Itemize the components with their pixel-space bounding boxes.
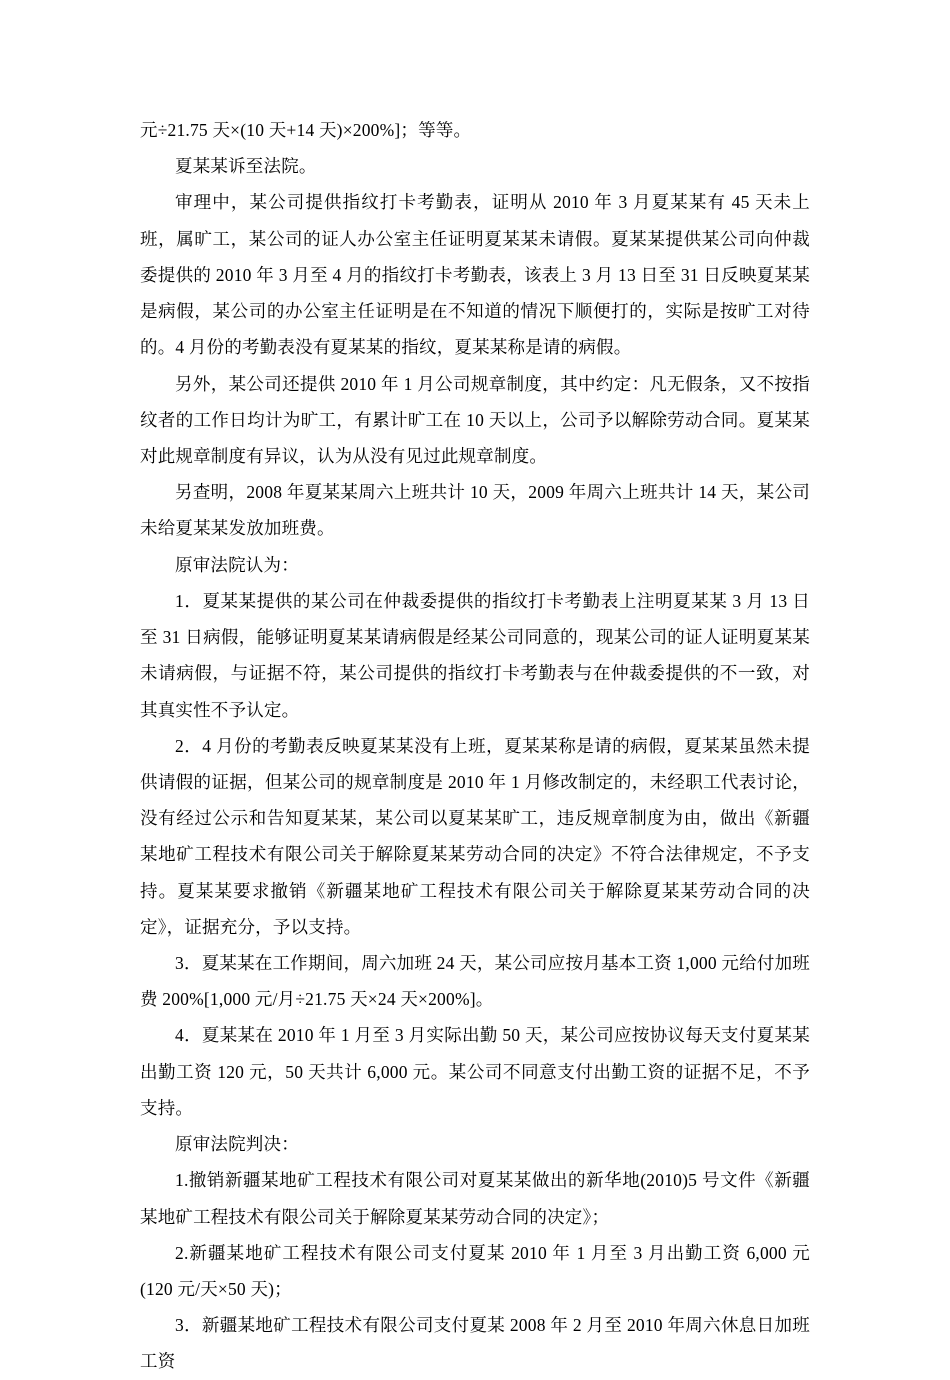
paragraph: 3．夏某某在工作期间，周六加班 24 天，某公司应按月基本工资 1,000 元给付加班费 200%[1,000 元/月÷21.75 天×24 天×200%]。 bbox=[140, 953, 810, 1010]
paragraph: 原审法院判决： bbox=[175, 1134, 299, 1155]
paragraph: 另外，某公司还提供 2010 年 1 月公司规章制度，其中约定：凡无假条，又不按指纹者的工作日均计为旷工，有累计旷工在 10 天以上，公司予以解除劳动合同。夏某某对此规章制度有异议，认为从没有见过此规章制度。 bbox=[140, 373, 810, 466]
paragraph: 2.新疆某地矿工程技术有限公司支付夏某 2010 年 1 月至 3 月出勤工资 6,000 元(120 元/天×50 天)； bbox=[140, 1242, 810, 1299]
paragraph: 1．夏某某提供的某公司在仲裁委提供的指纹打卡考勤表上注明夏某某 3 月 13 日至 31 日病假，能够证明夏某某请病假是经某公司同意的，现某公司的证人证明夏某某未请病假，与证据不符，某公司提供的指纹打卡考勤表与在仲裁委提供的不一致，对其真实性不予认定。 bbox=[140, 590, 810, 720]
paragraph: 原审法院认为： bbox=[175, 554, 299, 575]
paragraph: 4．夏某某在 2010 年 1 月至 3 月实际出勤 50 天，某公司应按协议每天支付夏某某出勤工资 120 元，50 天共计 6,000 元。某公司不同意支付出勤工资的证据不足，不予支持。 bbox=[140, 1025, 810, 1118]
paragraph: 1.撤销新疆某地矿工程技术有限公司对夏某某做出的新华地(2010)5 号文件《新疆某地矿工程技术有限公司关于解除夏某某劳动合同的决定》； bbox=[140, 1170, 810, 1227]
paragraph: 3．新疆某地矿工程技术有限公司支付夏某 2008 年 2 月至 2010 年周六休息日加班工资 bbox=[140, 1315, 810, 1372]
paragraph: 审理中，某公司提供指纹打卡考勤表，证明从 2010 年 3 月夏某某有 45 天未上班，属旷工，某公司的证人办公室主任证明夏某某未请假。夏某某提供某公司向仲裁委提供的 2010 年 3 月至 4 月的指纹打卡考勤表，该表上 3 月 13 日至 31 日反映夏某某是病假，某公司的办公室主任证明是在不知道的情况下顺便打的，实际是按旷工对待的。4 月份的考勤表没有夏某某的指纹，夏某某称是请的病假。 bbox=[140, 192, 810, 358]
paragraph: 元÷21.75 天×(10 天+14 天)×200%]；等等。 bbox=[140, 120, 472, 140]
paragraph: 2．4 月份的考勤表反映夏某某没有上班，夏某某称是请的病假，夏某某虽然未提供请假的证据，但某公司的规章制度是 2010 年 1 月修改制定的，未经职工代表讨论，没有经过公示和告知夏某某，某公司以夏某某旷工，违反规章制度为由，做出《新疆某地矿工程技术有限公司关于解除夏某某劳动合同的决定》不符合法律规定，不予支持。夏某某要求撤销《新疆某地矿工程技术有限公司关于解除夏某某劳动合同的决定》，证据充分，予以支持。 bbox=[140, 735, 810, 937]
document-body bbox=[140, 112, 810, 1380]
paragraph: 夏某某诉至法院。 bbox=[175, 156, 317, 177]
paragraph: 另查明，2008 年夏某某周六上班共计 10 天，2009 年周六上班共计 14 天，某公司未给夏某某发放加班费。 bbox=[140, 482, 810, 539]
